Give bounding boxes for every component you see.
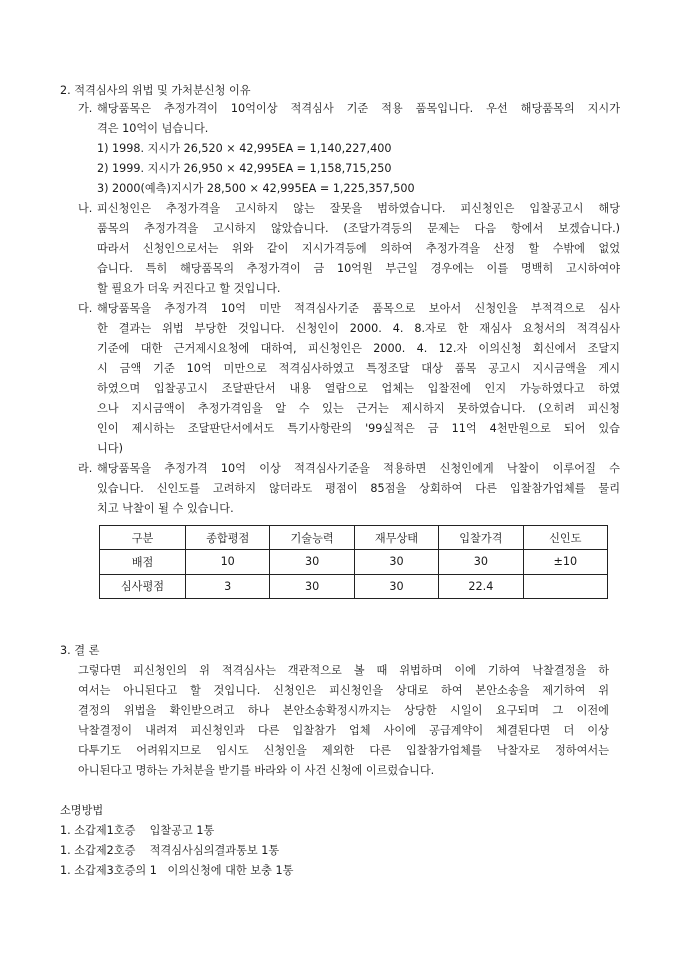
item-ga-line-2: 격은 10억이 넘습니다. bbox=[97, 122, 209, 135]
conclusion-line-6: 아니된다고 명하는 가처분을 받기를 바라와 이 사건 신청에 이르렀습니다. bbox=[78, 764, 435, 777]
item-da-line-5: 하였으며 입찰공고시 조달판단서 내용 열람으로 업체는 입찰전에 인지 가능하였다고 하였 bbox=[97, 382, 620, 395]
table-header-cell: 신인도 bbox=[523, 526, 607, 550]
item-da-marker: 다. bbox=[78, 302, 93, 315]
section-2-heading: 2. 적격심사의 위법 및 가처분신청 이유 bbox=[60, 84, 251, 97]
conclusion-line-3: 결정의 위법을 확인받으려고 하나 본안소송확정시까지는 상당한 시일이 요구되며 그 이전에 bbox=[78, 704, 609, 717]
table-header-cell: 기술능력 bbox=[270, 526, 354, 550]
table-header-row bbox=[100, 526, 608, 550]
table-row bbox=[100, 550, 608, 574]
evidence-heading: 소명방법 bbox=[60, 804, 104, 817]
conclusion-line-5: 다투기도 어려워지므로 임시도 신청인을 제외한 다른 입찰참가업체를 낙찰자로 정하여서는 bbox=[78, 744, 609, 757]
table-header-cell: 종합평점 bbox=[186, 526, 270, 550]
table-cell: 배점 bbox=[100, 550, 186, 574]
table-cell: 30 bbox=[439, 550, 523, 574]
table-cell: 22.4 bbox=[439, 574, 523, 598]
item-na-line-4: 습니다. 특히 해당품목의 추정가격이 금 10억원 부근일 경우에는 이를 명백히 고시하여야 bbox=[97, 262, 620, 275]
item-na-line-2: 품목의 추정가격을 고시하지 않았습니다. (조달가격등의 문제는 다음 항에서 보겠습니다.) bbox=[97, 222, 620, 235]
table-cell: 30 bbox=[354, 574, 438, 598]
item-ga-line-1: 해당품목은 추정가격이 10억이상 적격심사 기준 적용 품목입니다. 우선 해당품목의 지시가 bbox=[97, 102, 620, 115]
table-header-cell: 입찰가격 bbox=[439, 526, 523, 550]
conclusion-line-4: 낙찰결정이 내려져 피신청인과 다른 입찰참가 업체 사이에 공급계약이 체결된다면 더 이상 bbox=[78, 724, 609, 737]
table-cell: 심사평점 bbox=[100, 574, 186, 598]
evidence-item-3: 1. 소갑제3호증의 1 이의신청에 대한 보충 1통 bbox=[60, 864, 294, 877]
conclusion-line-1: 그렇다면 피신청인의 위 적격심사는 객관적으로 볼 때 위법하며 이에 기하여 낙찰결정을 하 bbox=[78, 664, 609, 677]
evidence-item-1: 1. 소갑제1호증 입찰공고 1통 bbox=[60, 824, 215, 837]
conclusion-line-2: 여서는 아니된다고 할 것입니다. 신청인은 피신청인을 상대로 하여 본안소송을 제기하여 위 bbox=[78, 684, 609, 697]
price-calc-3: 3) 2000(예측)지시가 28,500 × 42,995EA = 1,225,357,500 bbox=[97, 182, 415, 195]
table-cell: 3 bbox=[186, 574, 270, 598]
price-calc-2: 2) 1999. 지시가 26,950 × 42,995EA = 1,158,715,250 bbox=[97, 162, 392, 175]
table-row bbox=[100, 574, 608, 598]
item-da-line-4: 시 금액 기준 10억 미만으로 적격심사하였고 특정조달 대상 품목 공고시 지시금액을 게시 bbox=[97, 362, 620, 375]
evidence-item-2: 1. 소갑제2호증 적격심사심의결과통보 1통 bbox=[60, 844, 280, 857]
item-ra-marker: 라. bbox=[78, 462, 93, 475]
item-na-line-1: 피신청인은 추정가격을 고시하지 않는 잘못을 범하였습니다. 피신청인은 입찰공고시 해당 bbox=[97, 202, 620, 215]
table-header-cell: 재무상태 bbox=[354, 526, 438, 550]
table-cell: 30 bbox=[270, 574, 354, 598]
item-na-line-5: 할 필요가 더욱 커진다고 할 것입니다. bbox=[97, 282, 281, 295]
item-da-line-6: 으나 지시금액이 추정가격임을 알 수 있는 근거는 제시하지 못하였습니다. (오히려 피신청 bbox=[97, 402, 620, 415]
item-ra-line-2: 있습니다. 신인도를 고려하지 않더라도 평점이 85점을 상회하여 다른 입찰참가업체를 물리 bbox=[97, 482, 620, 495]
table-cell: 30 bbox=[354, 550, 438, 574]
section-3-heading: 3. 결 론 bbox=[60, 644, 100, 657]
item-da-line-2: 한 결과는 위법 부당한 것입니다. 신청인이 2000. 4. 8.자로 한 재심사 요청서의 적격심사 bbox=[97, 322, 620, 335]
item-na-line-3: 따라서 신청인으로서는 위와 같이 지시가격등에 의하여 추정가격을 산정 할 수밖에 없었 bbox=[97, 242, 620, 255]
table-cell: 10 bbox=[186, 550, 270, 574]
score-table bbox=[99, 525, 608, 599]
table-cell: 30 bbox=[270, 550, 354, 574]
table-cell bbox=[523, 574, 607, 598]
item-na-marker: 나. bbox=[78, 202, 93, 215]
table-cell: ±10 bbox=[523, 550, 607, 574]
price-calc-1: 1) 1998. 지시가 26,520 × 42,995EA = 1,140,227,400 bbox=[97, 142, 392, 155]
item-da-line-3: 기준에 대한 근거제시요청에 대하여, 피신청인은 2000. 4. 12.자 이의신청 회신에서 조달지 bbox=[97, 342, 620, 355]
item-ra-line-1: 해당품목을 추정가격 10억 이상 적격심사기준을 적용하면 신청인에게 낙찰이 이루어질 수 bbox=[97, 462, 620, 475]
item-ra-line-3: 치고 낙찰이 될 수 있습니다. bbox=[97, 502, 234, 515]
item-da-line-7: 인이 제시하는 조달판단서에서도 특기사항란의 '99실적은 금 11억 4천만원으로 되어 있습 bbox=[97, 422, 620, 435]
item-da-line-8: 니다) bbox=[97, 442, 123, 455]
item-ga-marker: 가. bbox=[78, 102, 93, 115]
item-da-line-1: 해당품목을 추정가격 10억 미만 적격심사기준 품목으로 보아서 신청인을 부적격으로 심사 bbox=[97, 302, 620, 315]
table-header-cell: 구분 bbox=[100, 526, 186, 550]
